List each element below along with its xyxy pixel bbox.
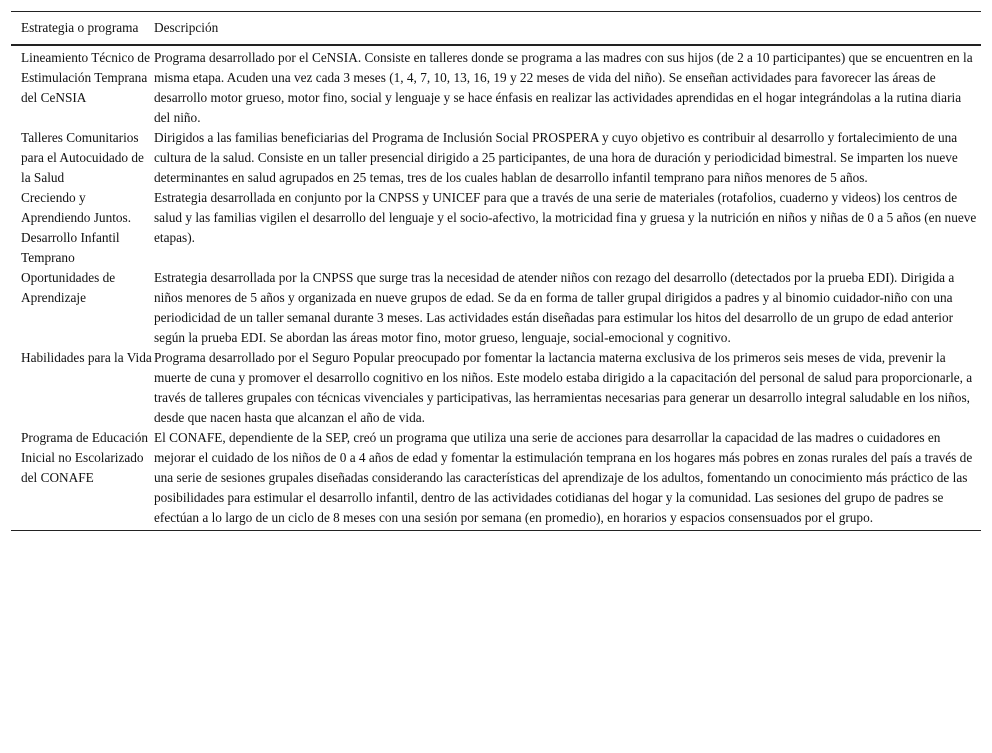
description-cell: El CONAFE, dependiente de la SEP, creó un programa que utiliza una serie de acciones para desarrollar la capacidad de las madres o cuidadores en mejorar el cuidado de los niños de 0 a 4 años de edad y fomentar la estimulación temprana en los hogares más pobres en zonas rurales del país a través de una serie de sesiones grupales diseñadas considerando las características del aprendizaje de los adultos, fomentando un conocimiento más práctico de las posibilidades para estimular el desarrollo infantil, dentro de las actividades cotidianas del hogar y la comunidad. Las sesiones del grupo de padres se efectúan a lo largo de un ciclo de 8 meses con una sesión por semana (en promedio), en horarios y espacios consensuados por el grupo. [154, 428, 981, 531]
strategy-cell: Programa de Educación Inicial no Escolarizado del CONAFE [11, 428, 154, 531]
header-row [11, 12, 981, 46]
header-description: Descripción [154, 12, 981, 46]
description-cell: Estrategia desarrollada por la CNPSS que surge tras la necesidad de atender niños con rezago del desarrollo (detectados por la prueba EDI). Dirigida a niños menores de 5 años y organizada en nueve grupos de edad. Se da en forma de taller grupal dirigidos a padres y al binomio cuidador-niño con una periodicidad de un taller semanal durante 3 meses. Las actividades están diseñadas para estimular los hitos del desarrollo de un grupo de edad anterior según la prueba EDI. Se abordan las áreas motor fino, motor grueso, lenguaje, social-emocional y cognitivo. [154, 270, 955, 345]
table-row [11, 188, 981, 268]
strategy-cell: Creciendo y Aprendiendo Juntos. Desarrollo Infantil Temprano [21, 190, 132, 265]
table-row [11, 45, 981, 128]
header-strategy: Estrategia o programa [11, 12, 154, 46]
table-row [11, 268, 981, 348]
description-cell: Estrategia desarrollada en conjunto por la CNPSS y UNICEF para que a través de una serie de materiales (rotafolios, cuaderno y videos) los centros de salud y las familias vigilen el desarrollo del lenguaje y el socio-afectivo, la motricidad fina y gruesa y la nutrición en niños y niñas de 0 a 5 años (en nueve etapas). [154, 190, 977, 245]
description-cell: Dirigidos a las familias beneficiarias del Programa de Inclusión Social PROSPERA y cuyo objetivo es contribuir al desarrollo y fortalecimiento de una cultura de la salud. Consiste en un taller presencial dirigido a 25 participantes, de una hora de duración y periodicidad bimestral. Se imparten los nueve determinantes en salud agrupados en 25 temas, tres de los cuales hablan de desarrollo infantil temprano para niños menores de 5 años. [154, 130, 958, 185]
strategy-cell: Habilidades para la Vida [21, 350, 152, 365]
strategies-table [11, 11, 981, 531]
strategy-cell: Talleres Comunitarios para el Autocuidado de la Salud [21, 130, 144, 185]
table-header [11, 12, 981, 46]
table-row [11, 428, 981, 531]
strategy-cell: Lineamiento Técnico de Estimulación Temprana del CeNSIA [21, 50, 150, 105]
table-row [11, 128, 981, 188]
table-row [11, 348, 981, 428]
table-body [11, 45, 981, 531]
description-cell: Programa desarrollado por el CeNSIA. Consiste en talleres donde se programa a las madres con sus hijos (de 2 a 10 participantes) que se encuentren en la misma etapa. Acuden una vez cada 3 meses (1, 4, 7, 10, 13, 16, 19 y 22 meses de vida del niño). Se enseñan actividades para favorecer las áreas de desarrollo motor grueso, motor fino, social y lenguaje y se hace énfasis en realizar las actividades aprendidas en el hogar integrándolas a la rutina diaria del niño. [154, 50, 973, 125]
description-cell: Programa desarrollado por el Seguro Popular preocupado por fomentar la lactancia materna exclusiva de los primeros seis meses de vida, prevenir la muerte de cuna y promover el desarrollo cognitivo en los niños. Este modelo estaba dirigido a la capacitación del personal de salud para proporcionarle, a través de talleres grupales con técnicas vivenciales y participativas, las herramientas necesarias para generar un desarrollo integral saludable en los niños, desde que nacen hasta que alcanzan el año de vida. [154, 350, 973, 425]
strategy-cell: Oportunidades de Aprendizaje [21, 270, 116, 305]
